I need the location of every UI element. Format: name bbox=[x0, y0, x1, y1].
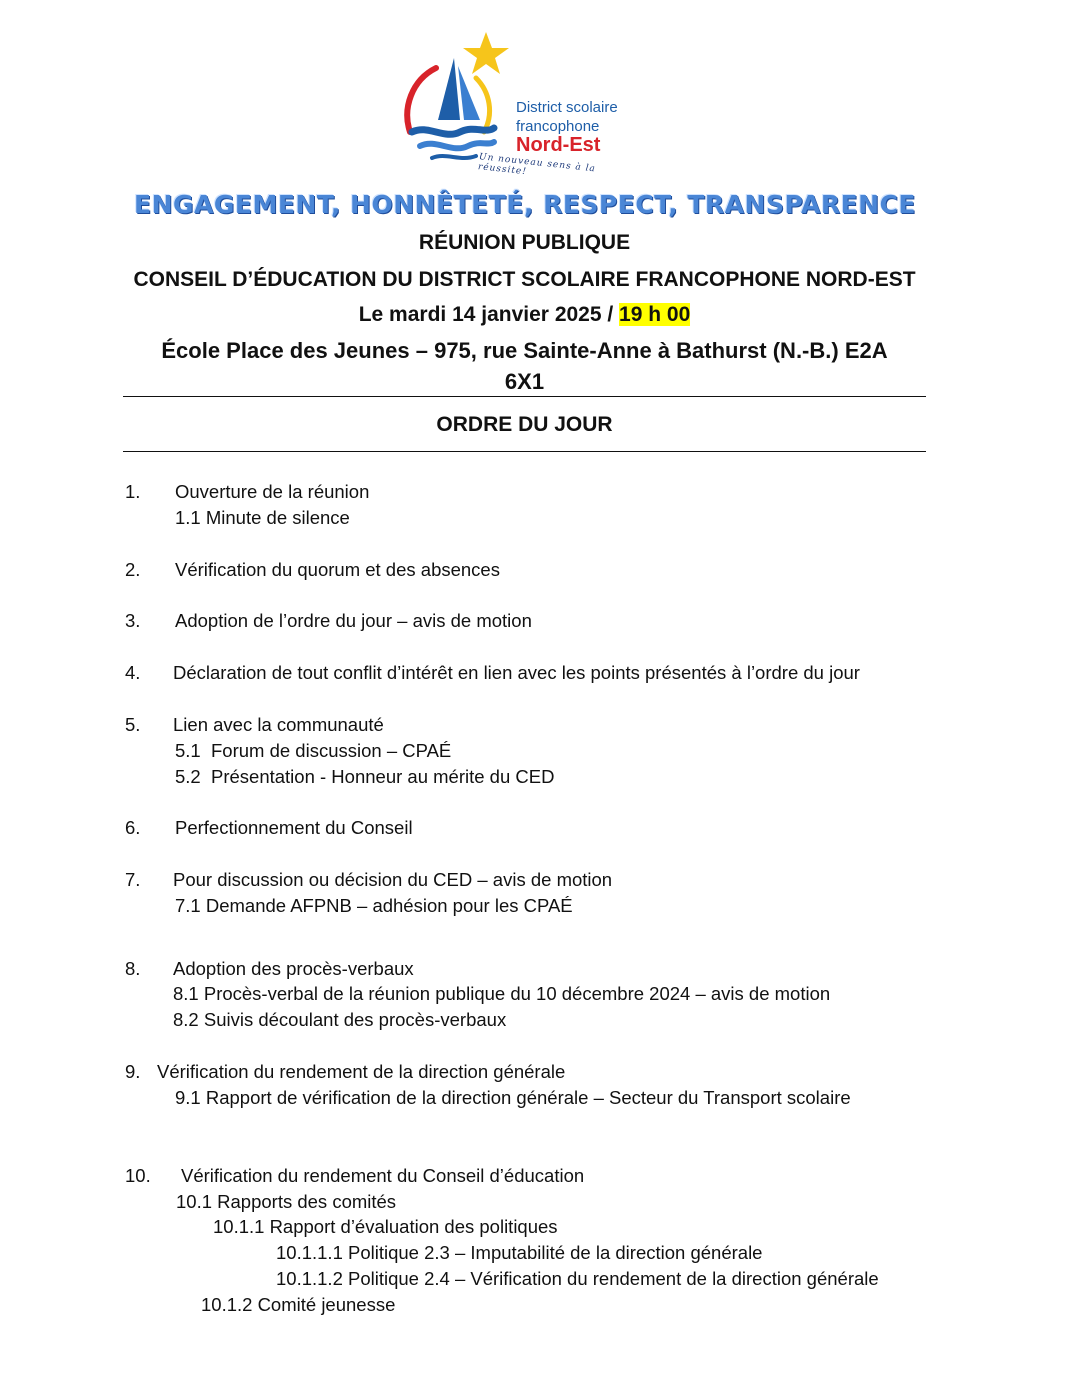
agenda-item-5: Lien avec la communauté bbox=[173, 714, 384, 735]
agenda-subitem-5-1: 5.1 Forum de discussion – CPAÉ bbox=[175, 740, 452, 761]
agenda-subitem-10-1-1-2: 10.1.1.2 Politique 2.4 – Vérification du rendement de la direction générale bbox=[276, 1268, 879, 1289]
agenda-item-7: Pour discussion ou décision du CED – avis de motion bbox=[173, 869, 613, 890]
agenda-item-10-number: 10. bbox=[125, 1165, 151, 1186]
agenda-item-6-number: 6. bbox=[125, 817, 141, 838]
location-line-2: 6X1 bbox=[504, 369, 545, 394]
agenda-subitem-1-1: 1.1 Minute de silence bbox=[175, 507, 350, 528]
agenda-subitem-5-2: 5.2 Présentation - Honneur au mérite du CED bbox=[175, 766, 555, 787]
agenda-item-1-number: 1. bbox=[125, 481, 141, 502]
agenda-subitem-9-1: 9.1 Rapport de vérification de la direction générale – Secteur du Transport scolaire bbox=[175, 1087, 851, 1108]
agenda-item-7-number: 7. bbox=[125, 869, 141, 890]
agenda-item-9: Vérification du rendement de la direction générale bbox=[157, 1061, 566, 1082]
agenda-item-8-number: 8. bbox=[125, 958, 141, 979]
agenda-item-9-number: 9. bbox=[125, 1061, 141, 1082]
agenda-item-8: Adoption des procès-verbaux bbox=[173, 958, 414, 979]
agenda-subitem-7-1: 7.1 Demande AFPNB – adhésion pour les CPAÉ bbox=[175, 895, 573, 916]
location-line-1: École Place des Jeunes – 975, rue Sainte-Anne à Bathurst (N.-B.) E2A bbox=[161, 338, 888, 363]
logo-line-2: francophone bbox=[516, 118, 600, 135]
agenda-subitem-8-2: 8.2 Suivis découlant des procès-verbaux bbox=[173, 1009, 507, 1030]
motto-banner: ENGAGEMENT, HONNÊTETÉ, RESPECT, TRANSPARENCE bbox=[134, 190, 916, 219]
agenda-item-3-number: 3. bbox=[125, 610, 141, 631]
meeting-time-highlight: 19 h 00 bbox=[619, 303, 691, 326]
agenda-subitem-10-1-1: 10.1.1 Rapport d’évaluation des politiques bbox=[213, 1216, 558, 1237]
logo-line-1: District scolaire bbox=[516, 99, 618, 116]
logo-tagline: Un nouveau sens à la réussite! bbox=[477, 152, 597, 178]
agenda-subitem-10-1: 10.1 Rapports des comités bbox=[176, 1191, 397, 1212]
agenda-item-4: Déclaration de tout conflit d’intérêt en lien avec les points présentés à l’ordre du jour bbox=[173, 662, 860, 683]
agenda-item-2: Vérification du quorum et des absences bbox=[175, 559, 500, 580]
agenda-title: ORDRE DU JOUR bbox=[436, 413, 613, 436]
agenda-subitem-10-1-1-1: 10.1.1.1 Politique 2.3 – Imputabilité de la direction générale bbox=[276, 1242, 763, 1263]
meeting-date: Le mardi 14 janvier 2025 / bbox=[358, 303, 620, 326]
agenda-subitem-8-1: 8.1 Procès-verbal de la réunion publique du 10 décembre 2024 – avis de motion bbox=[173, 983, 831, 1004]
logo-line-3: Nord-Est bbox=[516, 134, 601, 156]
council-heading: CONSEIL D’ÉDUCATION DU DISTRICT SCOLAIRE FRANCOPHONE NORD-EST bbox=[133, 268, 916, 291]
agenda-item-2-number: 2. bbox=[125, 559, 141, 580]
agenda-item-5-number: 5. bbox=[125, 714, 141, 735]
agenda-subitem-10-1-2: 10.1.2 Comité jeunesse bbox=[201, 1294, 396, 1315]
agenda-item-10: Vérification du rendement du Conseil d’éducation bbox=[181, 1165, 585, 1186]
agenda-item-1: Ouverture de la réunion bbox=[175, 481, 370, 502]
agenda-item-6: Perfectionnement du Conseil bbox=[175, 817, 413, 838]
meeting-type-heading: RÉUNION PUBLIQUE bbox=[418, 231, 631, 254]
agenda-item-4-number: 4. bbox=[125, 662, 141, 683]
agenda-item-3: Adoption de l’ordre du jour – avis de motion bbox=[175, 610, 532, 631]
